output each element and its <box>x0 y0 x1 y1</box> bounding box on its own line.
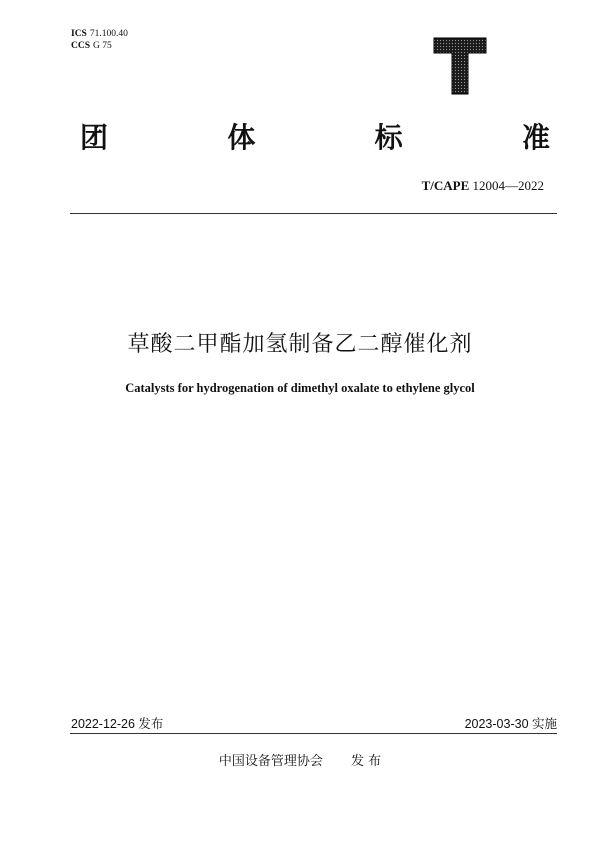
standard-code: 12004—2022 <box>472 178 544 193</box>
standard-number <box>422 178 544 194</box>
bottom-divider <box>70 733 557 734</box>
category-char-4: 准 <box>521 121 550 154</box>
implementation-date: 2023-03-30 实施 <box>464 717 557 731</box>
publisher-name: 中国设备管理协会 <box>218 754 323 769</box>
category-char-2: 体 <box>227 121 256 154</box>
category-char-3: 标 <box>374 121 403 154</box>
title-chinese: 草酸二甲酯加氢制备乙二醇催化剂 <box>127 332 473 357</box>
publisher <box>0 750 600 769</box>
publisher-action: 发 布 <box>350 754 382 769</box>
classification-codes <box>71 28 128 52</box>
standard-prefix: T/CAPE <box>421 178 470 193</box>
ics-code <box>71 28 128 40</box>
document-category <box>80 116 550 156</box>
ccs-label: CCS <box>71 41 91 51</box>
big-letter-text: T <box>430 36 431 37</box>
top-divider <box>70 213 557 214</box>
ics-label: ICS <box>71 29 87 39</box>
ccs-value: G 75 <box>93 41 112 51</box>
standard-type-logo <box>430 36 490 96</box>
category-char-1: 团 <box>80 121 109 154</box>
issue-date: 2022-12-26 发布 <box>71 717 164 731</box>
title-english: Catalysts for hydrogenation of dimethyl oxalate to ethylene glycol <box>125 381 475 395</box>
ics-value: 71.100.40 <box>89 29 128 39</box>
ccs-code <box>71 40 128 52</box>
